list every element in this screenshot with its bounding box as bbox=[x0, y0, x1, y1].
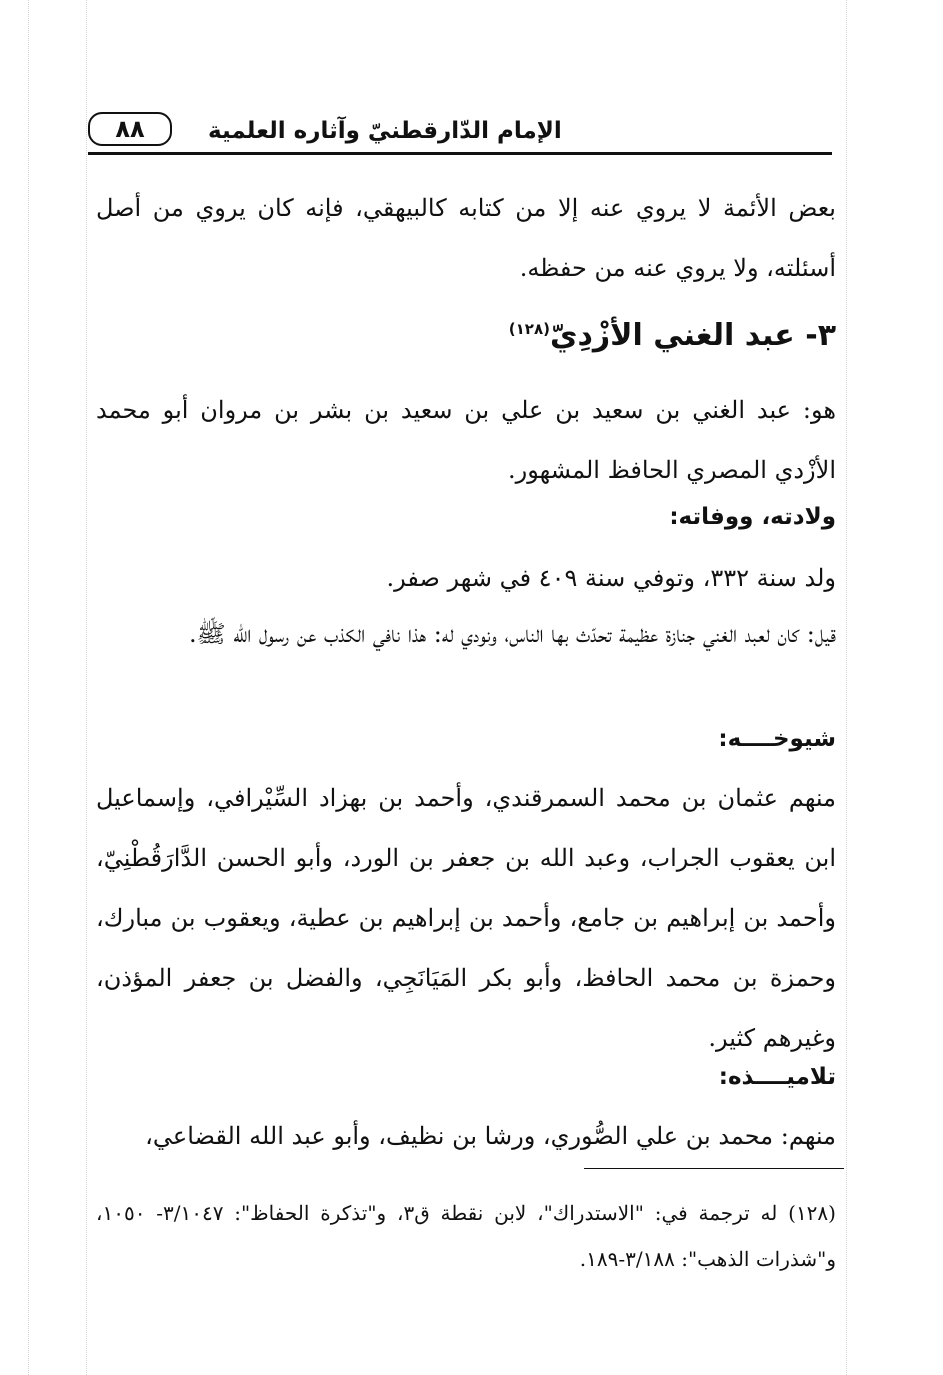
teachers-paragraph: منهم عثمان بن محمد السمرقندي، وأحمد بن بهزاد السِّيْرافي، وإسماعيل ابن يعقوب الجراب، وعبد الله بن جعفر بن الورد، وأبو الحسن الدَّارَقُطْنِيّ، وأحمد بن إبراهيم بن جامع، وأحمد بن إبراهيم بن عطية، ويعقوب بن مبارك، وحمزة بن محمد الحافظ، وأبو بكر المَيَانَجِي، والفضل بن جعفر المؤذن، وغيرهم كثير. bbox=[96, 784, 836, 1052]
section-heading-text: ٣- عبد الغني الأزْدِيّ bbox=[549, 318, 836, 353]
footnote-divider bbox=[584, 1168, 844, 1169]
bio-paragraph-block bbox=[96, 380, 836, 500]
scan-margin-line bbox=[28, 0, 29, 1375]
birth-death-heading: ولادته، ووفاته: bbox=[669, 504, 836, 530]
students-heading: تلاميــــذه: bbox=[718, 1064, 836, 1090]
page-number: ٨٨ bbox=[88, 112, 172, 146]
scan-margin-line bbox=[86, 0, 87, 1375]
death-paragraph-block bbox=[96, 604, 836, 664]
death-paragraph: قيل: كان لعبد الغني جنازة عظيمة تحدّث بها الناس، ونودي له: هذا نافي الكذب عن رسول الله ﷺ. bbox=[189, 620, 836, 648]
page-header bbox=[88, 108, 832, 152]
students-paragraph: منهم: محمد بن علي الصُّوري، ورشا بن نظيف، وأبو عبد الله القضاعي، bbox=[145, 1122, 836, 1150]
section-heading bbox=[96, 318, 836, 353]
scan-margin-line bbox=[846, 0, 847, 1375]
teachers-heading: شيوخــــه: bbox=[718, 726, 836, 752]
birth-paragraph-block bbox=[96, 548, 836, 608]
footnote: (١٢٨) له ترجمة في: "الاستدراك"، لابن نقطة ق٣، و"تذكرة الحفاظ": ٣/١٠٤٧- ١٠٥٠، و"شذرات الذهب": ٣/١٨٨-١٨٩. bbox=[96, 1201, 836, 1271]
birth-paragraph: ولد سنة ٣٣٢، وتوفي سنة ٤٠٩ في شهر صفر. bbox=[386, 564, 836, 592]
students-paragraph-block bbox=[96, 1106, 836, 1166]
footnote-reference: (١٢٨) bbox=[508, 320, 550, 338]
running-title: الإمام الدّارقطنيّ وآثاره العلمية bbox=[208, 118, 562, 144]
teachers-paragraph-block bbox=[96, 768, 836, 1068]
bio-paragraph: هو: عبد الغني بن سعيد بن علي بن سعيد بن بشر بن مروان أبو محمد الأزْدي المصري الحافظ المشهور. bbox=[96, 396, 836, 484]
intro-paragraph-block bbox=[96, 178, 836, 298]
intro-paragraph: بعض الأئمة لا يروي عنه إلا من كتابه كالبيهقي، فإنه كان يروي من أصل أسئلته، ولا يروي عنه من حفظه. bbox=[96, 194, 836, 282]
header-divider bbox=[88, 152, 832, 155]
